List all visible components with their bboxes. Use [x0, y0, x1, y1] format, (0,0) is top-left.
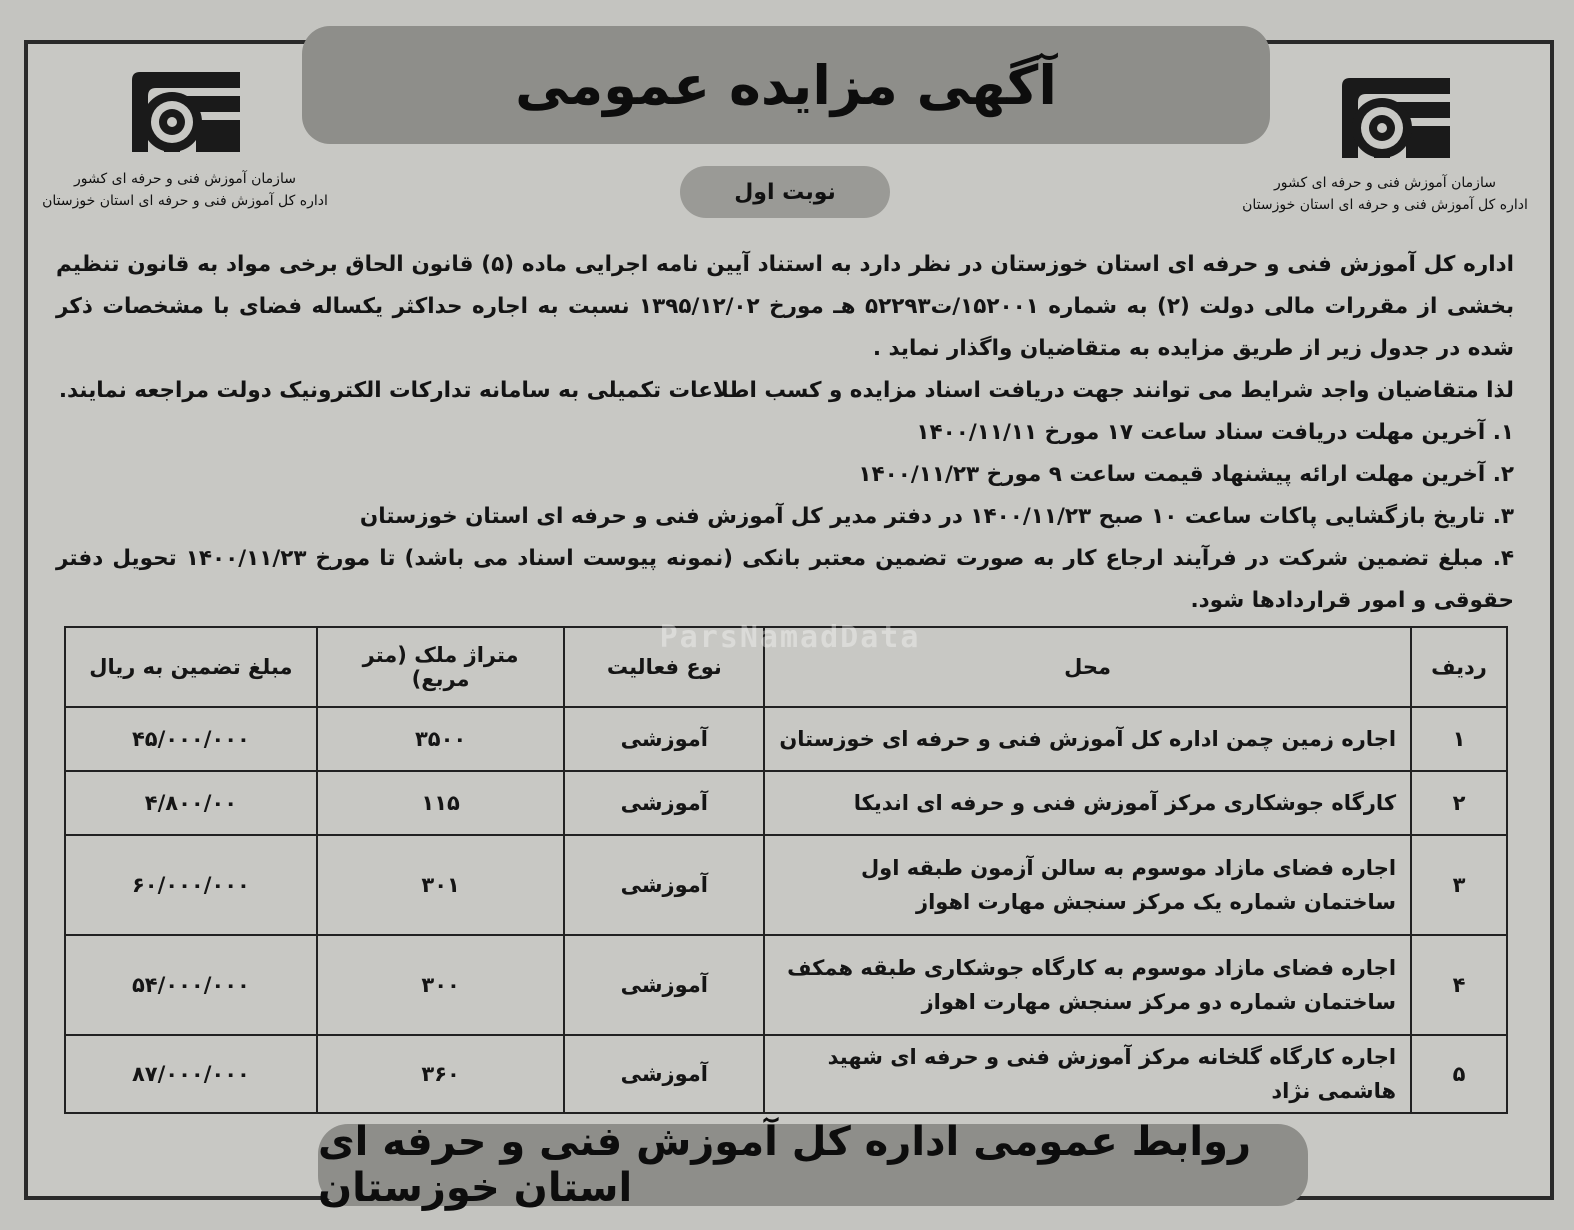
row-num: ۴	[1411, 935, 1507, 1035]
header-row-num: ردیف	[1411, 627, 1507, 707]
row-location: اجاره زمین چمن اداره کل آموزش فنی و حرفه ای خوزستان	[764, 707, 1411, 771]
table-row	[65, 707, 1507, 771]
org-logo-icon	[1330, 68, 1460, 168]
row-location: اجاره فضای مازاد موسوم به کارگاه جوشکاری طبقه همکف ساختمان شماره دو مرکز سنجش مهارت اهواز	[764, 935, 1411, 1035]
table-row	[65, 771, 1507, 835]
row-activity: آموزشی	[564, 771, 764, 835]
deadline-item-4: ۴. مبلغ تضمین شرکت در فرآیند ارجاع کار به صورت تضمین معتبر بانکی (نمونه پیوست اسناد می باشد) تا مورخ ۱۴۰۰/۱۱/۲۳ تحویل دفتر حقوقی و امور قراردادها شود.	[56, 546, 1514, 613]
row-activity: آموزشی	[564, 835, 764, 935]
invite-paragraph: لذا متقاضیان واجد شرایط می توانند جهت دریافت اسناد مزایده و کسب اطلاعات تکمیلی به سامانه تدارکات الکترونیک دولت مراجعه نمایند.	[58, 378, 1514, 403]
row-area: ۳۰۱	[317, 835, 565, 935]
header-bond: مبلغ تضمین به ریال	[65, 627, 317, 707]
row-bond: ۴۵/۰۰۰/۰۰۰	[65, 707, 317, 771]
row-activity: آموزشی	[564, 935, 764, 1035]
row-location: کارگاه جوشکاری مرکز آموزش فنی و حرفه ای اندیکا	[764, 771, 1411, 835]
row-num: ۳	[1411, 835, 1507, 935]
row-area: ۱۱۵	[317, 771, 565, 835]
footer-banner	[318, 1119, 1308, 1211]
deadline-item-1: ۱. آخرین مهلت دریافت سناد ساعت ۱۷ مورخ ۱۴۰۰/۱۱/۱۱	[916, 420, 1514, 445]
row-bond: ۵۴/۰۰۰/۰۰۰	[65, 935, 317, 1035]
round-badge	[680, 166, 890, 218]
intro-paragraph: اداره کل آموزش فنی و حرفه ای استان خوزستان در نظر دارد به استناد آیین نامه اجرایی ماده (۵) قانون الحاق برخی مواد به قانون تنظیم بخشی از مقررات مالی دولت (۲) به شماره ۱۵۲۰۰۱/ت۵۲۲۹۳ هـ مورخ ۱۳۹۵/۱۲/۰۲ نسبت به اجاره حداکثر یکساله فضای با مشخصات ذکر شده در جدول زیر از طریق مزایده به متقاضیان واگذار نماید .	[56, 252, 1515, 361]
org-caption-left	[40, 168, 330, 212]
watermark: ParsNamadData	[659, 620, 921, 655]
row-activity: آموزشی	[564, 1035, 764, 1113]
org-line2-left: اداره کل آموزش فنی و حرفه ای استان خوزستان	[42, 193, 328, 209]
row-location: اجاره فضای مازاد موسوم به سالن آزمون طبقه اول ساختمان شماره یک مرکز سنجش مهارت اهواز	[764, 835, 1411, 935]
org-logo-icon	[120, 62, 250, 162]
row-bond: ۴/۸۰۰/۰۰	[65, 771, 317, 835]
notice-body	[56, 244, 1514, 622]
row-bond: ۸۷/۰۰۰/۰۰۰	[65, 1035, 317, 1113]
table-header-row	[65, 627, 1507, 707]
row-num: ۲	[1411, 771, 1507, 835]
row-activity: آموزشی	[564, 707, 764, 771]
org-line2-right: اداره کل آموزش فنی و حرفه ای استان خوزستان	[1242, 197, 1528, 213]
title-banner	[302, 26, 1270, 144]
notice-title: آگهی مزایده عمومی	[515, 53, 1057, 117]
table-row	[65, 935, 1507, 1035]
header-location: محل	[764, 627, 1411, 707]
row-area: ۳۶۰	[317, 1035, 565, 1113]
header-activity: نوع فعالیت	[564, 627, 764, 707]
org-line1-right: سازمان آموزش فنی و حرفه ای کشور	[1274, 175, 1496, 191]
row-location: اجاره کارگاه گلخانه مرکز آموزش فنی و حرفه ای شهید هاشمی نژاد	[764, 1035, 1411, 1113]
header-area: متراژ ملک (متر مربع)	[317, 627, 565, 707]
table-row	[65, 1035, 1507, 1113]
row-area: ۳۵۰۰	[317, 707, 565, 771]
table-row	[65, 835, 1507, 935]
row-area: ۳۰۰	[317, 935, 565, 1035]
round-label: نوبت اول	[734, 179, 836, 205]
deadline-item-2: ۲. آخرین مهلت ارائه پیشنهاد قیمت ساعت ۹ مورخ ۱۴۰۰/۱۱/۲۳	[858, 462, 1514, 487]
row-num: ۵	[1411, 1035, 1507, 1113]
org-caption-right	[1240, 172, 1530, 216]
footer-text: روابط عمومی اداره کل آموزش فنی و حرفه ای استان خوزستان	[318, 1119, 1252, 1211]
row-bond: ۶۰/۰۰۰/۰۰۰	[65, 835, 317, 935]
deadline-item-3: ۳. تاریخ بازگشایی پاکات ساعت ۱۰ صبح ۱۴۰۰/۱۱/۲۳ در دفتر مدیر کل آموزش فنی و حرفه ای استان خوزستان	[359, 504, 1514, 529]
lease-table	[64, 626, 1508, 1114]
row-num: ۱	[1411, 707, 1507, 771]
org-line1-left: سازمان آموزش فنی و حرفه ای کشور	[74, 171, 296, 187]
